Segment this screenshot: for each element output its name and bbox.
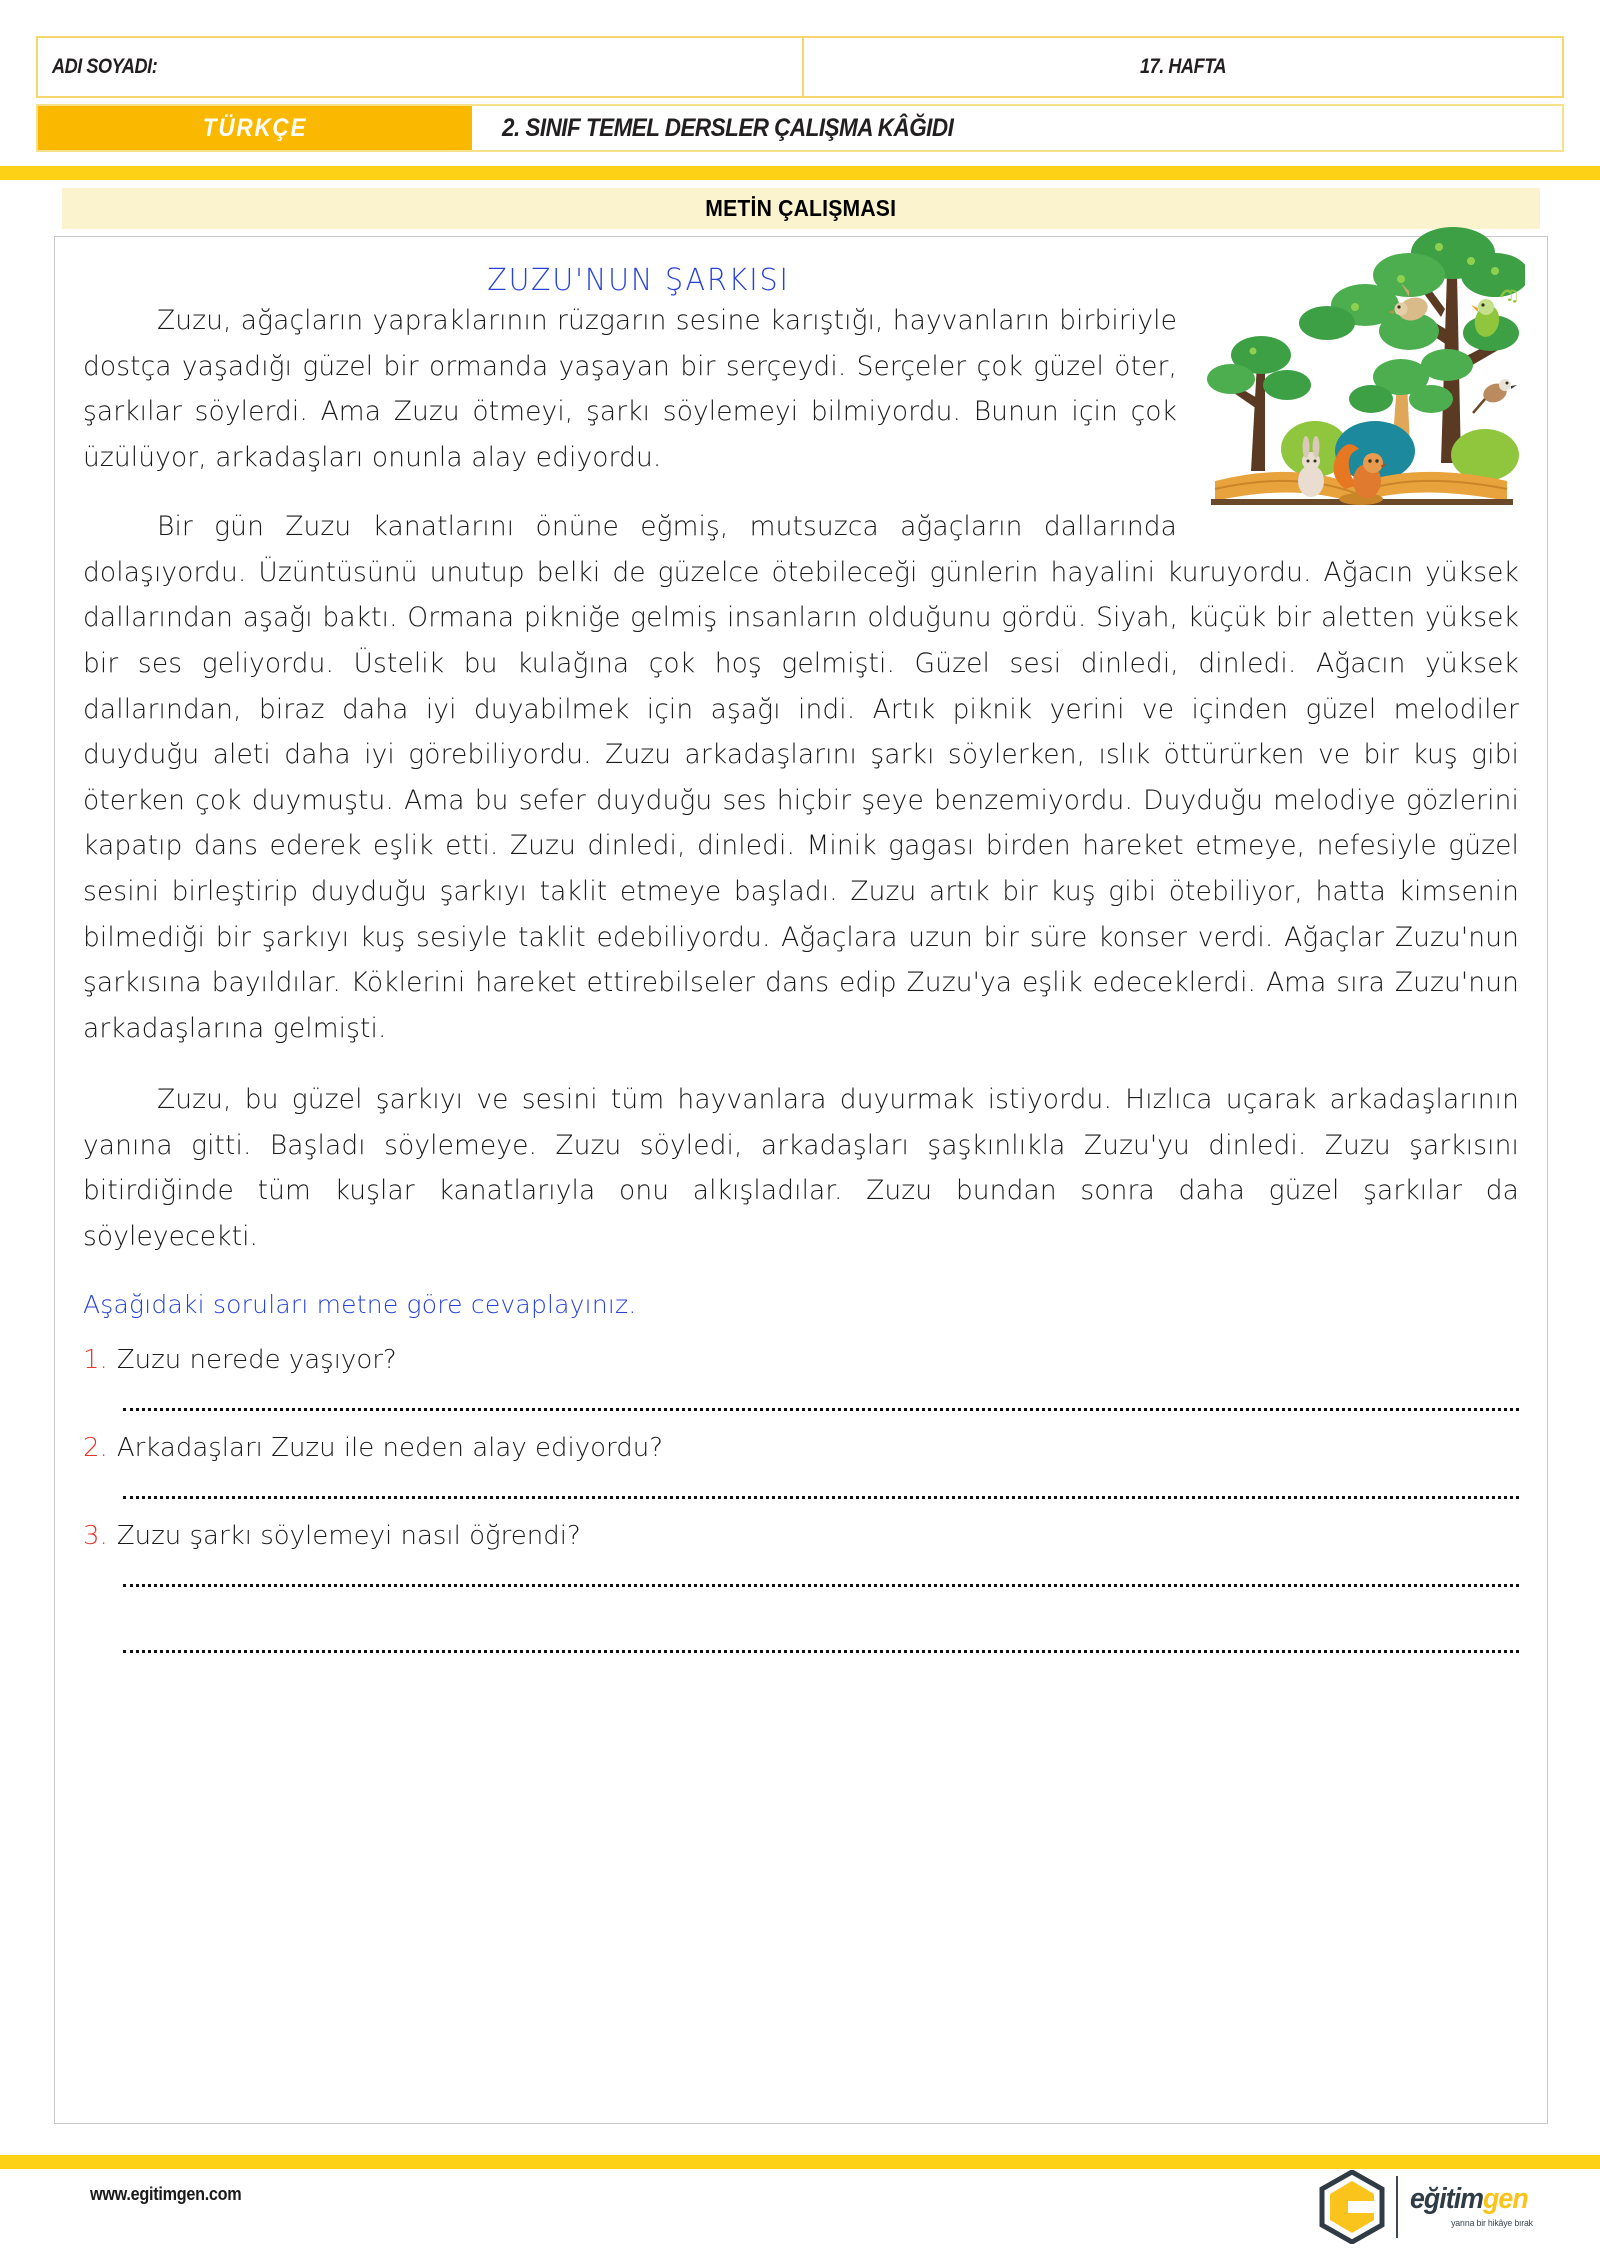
subject-row bbox=[36, 104, 1564, 152]
question-text: Zuzu nerede yaşıyor? bbox=[116, 1344, 397, 1375]
forest-scene-svg bbox=[1195, 213, 1525, 513]
question-text: Zuzu şarkı söylemeyi nasıl öğrendi? bbox=[116, 1520, 581, 1551]
logo-name bbox=[1410, 2185, 1528, 2214]
question-1 bbox=[83, 1345, 1519, 1411]
logo-wordmark bbox=[1410, 2185, 1538, 2229]
sheet-title bbox=[472, 114, 1562, 143]
answer-line[interactable] bbox=[123, 1561, 1519, 1587]
week-cell bbox=[804, 38, 1562, 96]
egitimgen-logo[interactable] bbox=[1318, 2166, 1554, 2248]
logo-tagline: yarına bir hikâye bırak bbox=[1451, 2218, 1533, 2229]
question-number: 3. bbox=[83, 1520, 108, 1551]
story-paragraph: Bir gün Zuzu kanatlarını önüne eğmiş, mutsuzca ağaçların dallarında dolaşıyordu. Üzüntüsünü unutup belki de güzelce ötebileceği günlerin hayalini kuruyordu. Ağacın yüksek dallarından aşağı baktı. Ormana pikniğe gelmiş insanların olduğunu gördü. Siyah, küçük bir aletten yüksek bir ses geliyordu. Üstelik bu kulağına çok hoş gelmişti. Güzel sesi dinledi, dinledi. Ağacın yüksek dallarından, biraz daha iyi duyabilmek için aşağı indi. Artık piknik yerini ve içinden güzel melodiler duyduğu aleti daha iyi görebiliyordu. Zuzu arkadaşlarını şarkı söylerken, ıslık öttürürken ve bir kuş gibi öterken çok duymuştu. Ama bu sefer duyduğu ses hiçbir şeye benzemiyordu. Duyduğu melodiye gözlerini kapatıp dans ederek eşlik etti. Zuzu dinledi, dinledi. Minik gagası birden hareket etmeye, nefesiyle güzel sesini birleştirip duyduğu şarkıyı taklit etmeye başladı. Zuzu artık bir kuş gibi ötebiliyor, hatta kimsenin bilmediği bir şarkıyı kuş sesiyle taklit edebiliyordu. Ağaçlara uzun bir süre konser verdi. Ağaçlar Zuzu'nun şarkısına bayıldılar. Köklerini hareket ettirebilseler dans edip Zuzu'ya eşlik edeceklerdi. Ama sıra Zuzu'nun arkadaşlarına gelmişti. bbox=[83, 511, 1519, 1044]
sheet-title-label: 2. SINIF TEMEL DERSLER ÇALIŞMA KÂĞIDI bbox=[502, 113, 954, 142]
logo-divider bbox=[1396, 2176, 1398, 2238]
section-title-label: METİN ÇALIŞMASI bbox=[705, 195, 897, 221]
top-accent-rule bbox=[0, 166, 1600, 180]
question-text: Arkadaşları Zuzu ile neden alay ediyordu? bbox=[116, 1432, 664, 1463]
question-number: 2. bbox=[83, 1432, 108, 1463]
question-number: 1. bbox=[83, 1344, 108, 1375]
forest-illustration bbox=[1195, 213, 1525, 513]
question-3 bbox=[83, 1521, 1519, 1653]
answer-line[interactable] bbox=[123, 1473, 1519, 1499]
svg-text:♫: ♫ bbox=[1505, 286, 1520, 305]
week-label: 17. HAFTA bbox=[1139, 55, 1227, 78]
story-title: ZUZU'NUN ŞARKISI bbox=[487, 263, 790, 298]
footer-url[interactable]: www.egitimgen.com bbox=[90, 2184, 242, 2204]
question-2 bbox=[83, 1433, 1519, 1499]
story-paragraph: Zuzu, bu güzel şarkıyı ve sesini tüm hayvanlara duyurmak istiyordu. Hızlıca uçarak arkadaşlarının yanına gitti. Başladı söylemeye. Zuzu söyledi, arkadaşları şaşkınlıkla Zuzu'yu dinledi. Zuzu şarkısını bitirdiğinde tüm kuşlar kanatlarıyla onu alkışladılar. Zuzu bundan sonra daha güzel şarkılar da söyleyecekti. bbox=[83, 1084, 1519, 1252]
question-line bbox=[83, 1521, 1519, 1551]
name-field-cell[interactable] bbox=[38, 38, 804, 96]
question-line bbox=[83, 1345, 1519, 1375]
name-label: ADI SOYADI: bbox=[52, 55, 158, 78]
story-paragraph: Zuzu, ağaçların yapraklarının rüzgarın sesine karıştığı, hayvanların birbiriyle dostça yaşadığı güzel bir ormanda yaşayan bir serçeydi. Serçeler çok güzel öter, şarkılar söylerdi. Ama Zuzu ötmeyi, şarkı söylemeyi bilmiyordu. Bunun için çok üzülüyor, arkadaşları onunla alay ediyordu. bbox=[83, 305, 1177, 473]
subject-badge-label: TÜRKÇE bbox=[202, 113, 308, 142]
logo-name-dark: eğitim bbox=[1410, 2183, 1484, 2215]
logo-name-accent: gen bbox=[1483, 2183, 1528, 2215]
answer-line[interactable] bbox=[123, 1385, 1519, 1411]
student-info-table bbox=[36, 36, 1564, 98]
question-line bbox=[83, 1433, 1519, 1463]
logo-hexagon-e-icon bbox=[1318, 2170, 1386, 2244]
questions-instruction: Aşağıdaki soruları metne göre cevaplayınız. bbox=[83, 1289, 637, 1319]
content-box bbox=[54, 236, 1548, 2124]
answer-line[interactable] bbox=[123, 1627, 1519, 1653]
subject-badge bbox=[38, 106, 472, 150]
